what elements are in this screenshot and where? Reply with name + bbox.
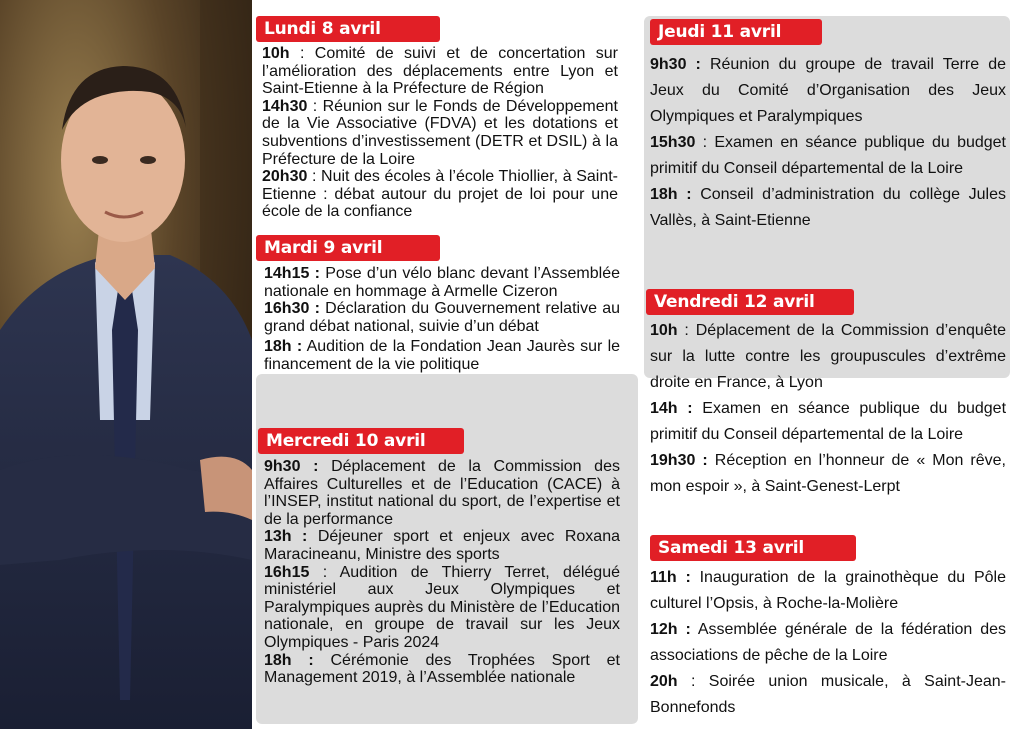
saturday-events xyxy=(650,565,1006,721)
day-title: Jeudi 11 avril xyxy=(658,22,782,42)
event-item: 10h : Déplacement de la Commission d’enquête sur la lutte contre les groupuscules d’extrême droite en France, à Lyon xyxy=(650,322,1007,391)
day-tag-monday xyxy=(256,16,440,42)
day-title: Mardi 9 avril xyxy=(264,238,383,258)
event-item: 16h15 : Audition de Thierry Terret, délégué ministériel aux Jeux Olympiques et Paralympiques auprès du Ministère de l’Education nationale, en groupe de travail sur les Jeux Olympiques - Paris 2024 xyxy=(264,563,621,651)
event-item: 18h : Audition de la Fondation Jean Jaurès sur le financement de la vie politique xyxy=(264,338,621,373)
day-tag-tuesday xyxy=(256,235,440,261)
day-tag-thursday xyxy=(650,19,822,45)
event-item: 19h30 : Réception en l’honneur de « Mon rêve, mon espoir », à Saint-Genest-Lerpt xyxy=(650,452,1007,495)
day-tag-saturday xyxy=(650,535,856,561)
event-item: 14h30 : Réunion sur le Fonds de Développement de la Vie Associative (FDVA) et les dotations et subventions d’investissement (DETR et DSIL) à la Préfecture de la Loire xyxy=(262,97,619,168)
event-item: 9h30 : Réunion du groupe de travail Terre de Jeux du Comité d’Organisation des Jeux Olympiques et Paralympiques xyxy=(650,56,1007,125)
event-item: 14h : Examen en séance publique du budget primitif du Conseil départemental de la Loire xyxy=(650,400,1007,443)
day-title: Mercredi 10 avril xyxy=(266,431,426,451)
event-item: 18h : Cérémonie des Trophées Sport et Management 2019, à l’Assemblée nationale xyxy=(264,651,620,687)
event-item: 11h : Inauguration de la grainothèque du Pôle culturel l’Opsis, à Roche-la-Molière xyxy=(650,569,1006,612)
event-item: 20h : Soirée union musicale, à Saint-Jean-Bonnefonds xyxy=(650,673,1006,716)
day-title: Lundi 8 avril xyxy=(264,19,381,39)
portrait-photo xyxy=(0,0,252,729)
event-item: 13h : Déjeuner sport et enjeux avec Roxana Maracineanu, Ministre des sports xyxy=(264,528,620,563)
event-item: 15h30 : Examen en séance publique du budget primitif du Conseil départemental de la Loire xyxy=(650,134,1007,177)
event-item: 20h30 : Nuit des écoles à l’école Thiollier, à Saint-Etienne : débat autour du projet de loi pour une école de la confiance xyxy=(262,168,618,221)
thursday-events xyxy=(650,52,1006,234)
wednesday-events xyxy=(264,458,620,687)
day-tag-friday xyxy=(646,289,854,315)
day-title: Samedi 13 avril xyxy=(658,538,805,558)
event-item: 18h : Conseil d’administration du collège Jules Vallès, à Saint-Etienne xyxy=(650,186,1007,229)
event-item: 9h30 : Déplacement de la Commission des Affaires Culturelles et de l’Education (CACE) à l’INSEP, institut national du sport, de l’expertise et de la performance xyxy=(264,458,620,528)
tuesday-events xyxy=(264,265,620,374)
event-item: 10h : Comité de suivi et de concertation sur l’amélioration des déplacements entre Lyon et Saint-Etienne à la Préfecture de Région xyxy=(262,45,618,98)
event-item: 16h30 : Déclaration du Gouvernement relative au grand débat national, suivie d’un débat xyxy=(264,300,620,335)
event-item: 12h : Assemblée générale de la fédération des associations de pêche de la Loire xyxy=(650,621,1007,664)
day-tag-wednesday xyxy=(258,428,464,454)
day-title: Vendredi 12 avril xyxy=(654,292,815,312)
monday-events xyxy=(262,45,618,221)
friday-events xyxy=(650,318,1006,500)
event-item: 14h15 : Pose d’un vélo blanc devant l’Assemblée nationale en hommage à Armelle Cizeron xyxy=(264,265,621,300)
